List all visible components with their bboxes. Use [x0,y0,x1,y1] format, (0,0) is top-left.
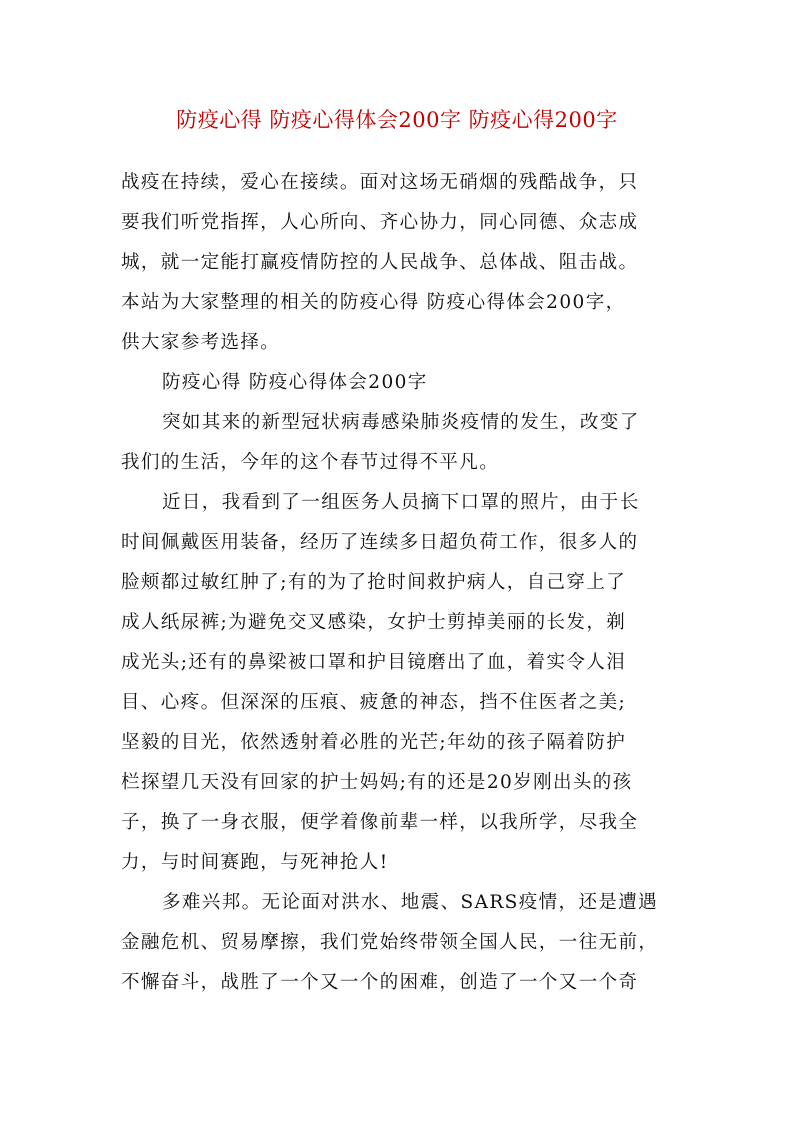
text-line: 成光头;还有的鼻梁被口罩和护目镜磨出了血，着实令人泪 [121,652,627,673]
text-line: 力，与时间赛跑，与死神抢人! [121,852,389,873]
text-line: 脸颊都过敏红肿了;有的为了抢时间救护病人，自己穿上了 [121,572,627,593]
text-line: 目、心疼。但深深的压痕、疲惫的神态，挡不住医者之美; [121,692,627,713]
text-line: 战疫在持续，爱心在接续。面对这场无硝烟的残酷战争，只 [121,172,639,193]
text-line: 我们的生活，今年的这个春节过得不平凡。 [121,452,500,473]
text-line: 要我们听党指挥，人心所向、齐心协力，同心同德、众志成 [121,212,639,233]
text-line: 金融危机、贸易摩擦，我们党始终带领全国人民，一往无前， [121,932,659,953]
text-line: 坚毅的目光，依然透射着必胜的光芒;年幼的孩子隔着防护 [121,732,627,753]
text-line: 城，就一定能打赢疫情防控的人民战争、总体战、阻击战。 [121,252,639,273]
text-line: 子，换了一身衣服，便学着像前辈一样，以我所学，尽我全 [121,812,639,833]
text-line: 成人纸尿裤;为避免交叉感染，女护士剪掉美丽的长发，剃 [121,612,627,633]
document-title: 防疫心得 防疫心得体会200字 防疫心得200字 [176,108,618,132]
text-line: 供大家参考选择。 [121,332,281,353]
text-line: 近日，我看到了一组医务人员摘下口罩的照片，由于长 [162,492,640,513]
text-line: 本站为大家整理的相关的防疫心得 防疫心得体会200字， [121,292,626,313]
text-line: 防疫心得 防疫心得体会200字 [162,372,428,393]
text-line: 不懈奋斗，战胜了一个又一个的困难，创造了一个又一个奇 [121,972,639,993]
text-line: 栏探望几天没有回家的护士妈妈;有的还是20岁刚出头的孩 [121,772,633,793]
text-line: 时间佩戴医用装备，经历了连续多日超负荷工作，很多人的 [121,532,639,553]
document-body [121,163,677,1003]
text-line: 突如其来的新型冠状病毒感染肺炎疫情的发生，改变了 [162,412,640,433]
text-line: 多难兴邦。无论面对洪水、地震、SARS疫情，还是遭遇 [162,892,659,913]
